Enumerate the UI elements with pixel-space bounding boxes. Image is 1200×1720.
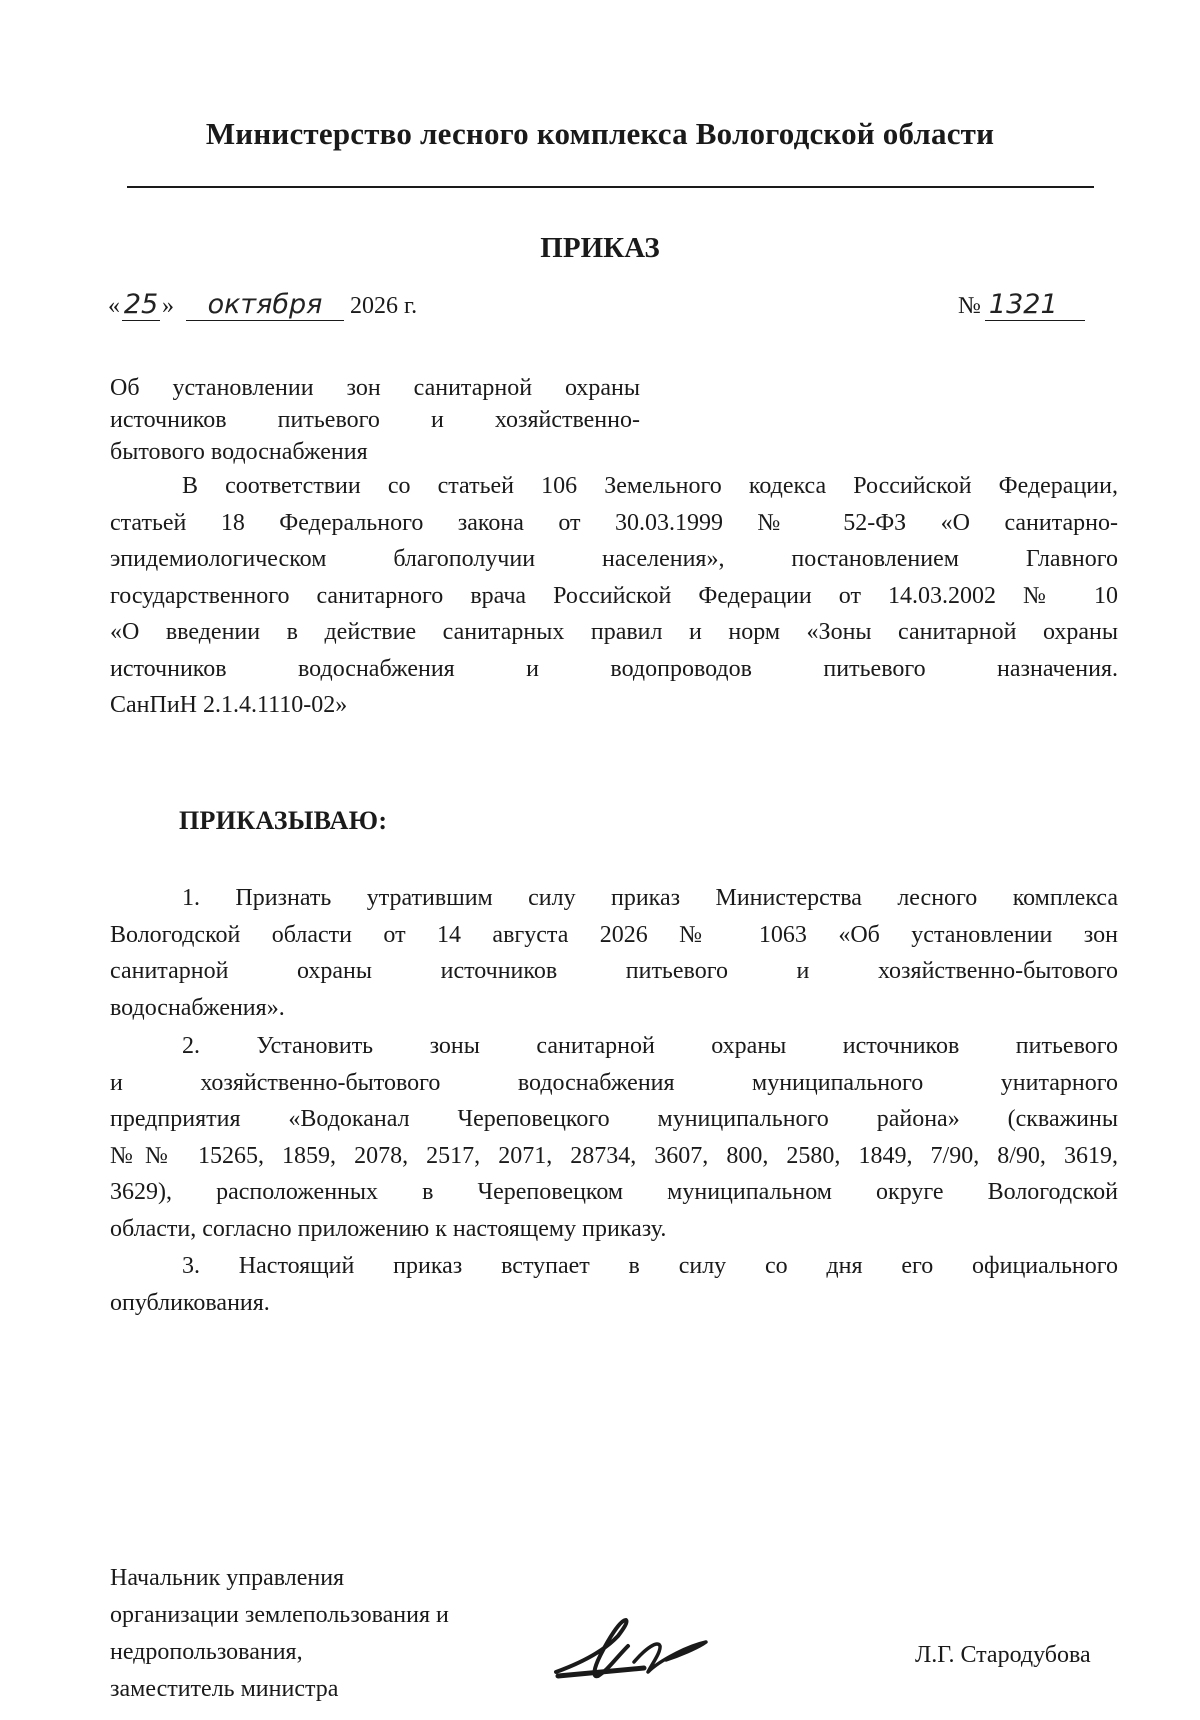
number-value-handwritten: 1321 [985, 290, 1085, 321]
subject-line: Об установлении зон санитарной охраны [110, 375, 640, 401]
item-line: №№ 15265, 1859, 2078, 2517, 2071, 28734, 3607, 800, 2580, 1849, 7/90, 8/90, 3619, [110, 1142, 1118, 1169]
decree-heading: ПРИКАЗЫВАЮ: [179, 806, 388, 835]
preamble-line: источников водоснабжения и водопроводов питьевого назначения. [110, 655, 1118, 682]
order-number [958, 290, 1085, 321]
organization-name: Министерство лесного комплекса Вологодской области [205, 116, 995, 151]
preamble-line: государственного санитарного врача Российской Федерации от 14.03.2002 № 10 [110, 582, 1118, 609]
position-line: заместитель министра [110, 1676, 339, 1702]
item-line: опубликования. [110, 1289, 270, 1316]
item-line: 1. Признать утратившим силу приказ Министерства лесного комплекса [182, 885, 1118, 911]
item-line: санитарной охраны источников питьевого и хозяйственно-бытового [110, 958, 1118, 984]
item-line: 3629), расположенных в Череповецком муниципальном округе Вологодской [110, 1179, 1118, 1205]
item-line: области, согласно приложению к настоящему приказу. [110, 1215, 667, 1242]
header-divider [127, 186, 1094, 188]
date-month-handwritten: октября [186, 290, 344, 321]
position-line: Начальник управления [110, 1565, 345, 1591]
item-line: предприятия «Водоканал Череповецкого муниципального района» (скважины [110, 1106, 1118, 1132]
preamble-line: СанПиН 2.1.4.1110-02» [110, 692, 348, 718]
date-year: 2026 г. [350, 293, 418, 319]
date-close-quote: » [162, 293, 174, 319]
order-item-3 [110, 1248, 1118, 1321]
signer-name: Л.Г. Стародубова [915, 1642, 1091, 1668]
order-date [108, 290, 417, 321]
item-line: 2. Установить зоны санитарной охраны источников питьевого [182, 1033, 1118, 1059]
signatory-position [110, 1560, 449, 1708]
subject-line: бытового водоснабжения [110, 439, 368, 465]
date-open-quote: « [108, 293, 120, 319]
document-type-title: ПРИКАЗ [540, 232, 660, 264]
order-subject [110, 372, 640, 468]
order-item-1 [110, 880, 1118, 1026]
handwritten-signature [548, 1612, 728, 1692]
subject-line: источников питьевого и хозяйственно- [110, 407, 640, 433]
preamble-line: эпидемиологическом благополучии населения», постановлением Главного [110, 546, 1118, 572]
item-line: водоснабжения». [110, 994, 285, 1021]
preamble-line: «О введении в действие санитарных правил и норм «Зоны санитарной охраны [110, 619, 1118, 645]
number-sign: № [958, 293, 981, 319]
preamble-paragraph [110, 468, 1118, 724]
date-day-handwritten: 25 [123, 289, 159, 320]
preamble-line: В соответствии со статьей 106 Земельного кодекса Российской Федерации, [182, 473, 1118, 499]
item-line: и хозяйственно-бытового водоснабжения муниципального унитарного [110, 1069, 1118, 1096]
item-line: 3. Настоящий приказ вступает в силу со дня его официального [182, 1253, 1118, 1279]
position-line: организации землепользования и [110, 1602, 449, 1628]
preamble-line: статьей 18 Федерального закона от 30.03.1999 № 52-ФЗ «О санитарно- [110, 509, 1118, 536]
order-item-2 [110, 1028, 1118, 1247]
position-line: недропользования, [110, 1639, 303, 1665]
item-line: Вологодской области от 14 августа 2026 № 1063 «Об установлении зон [110, 921, 1118, 948]
